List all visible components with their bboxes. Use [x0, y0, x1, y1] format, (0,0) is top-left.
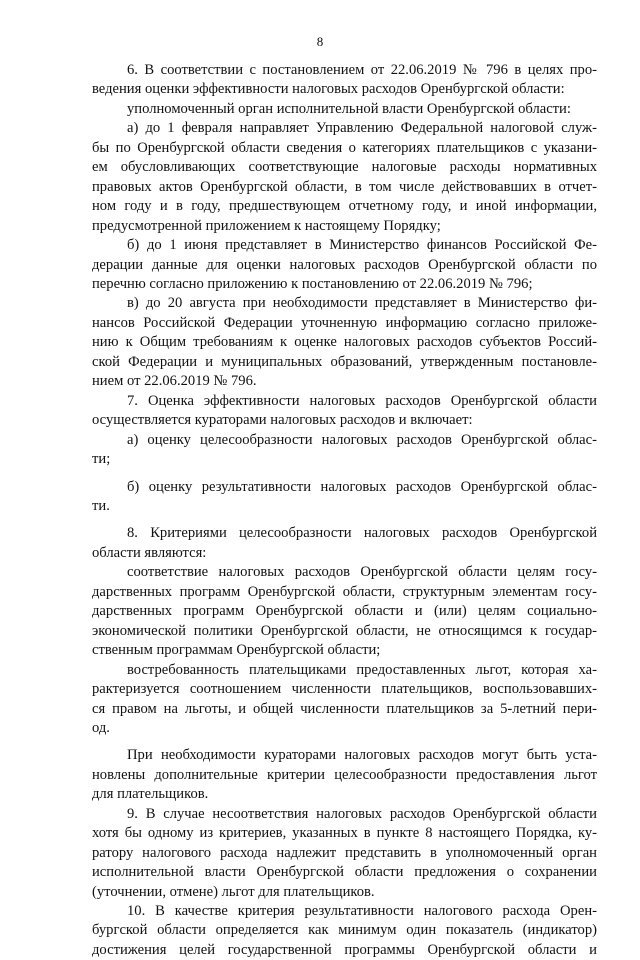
text-line: 8. Критериями целесообразности налоговых расходов Оренбургской [127, 525, 597, 542]
text-line: предусмотренной приложением к настоящему Порядку; [92, 217, 441, 234]
text-line: дарственных программ Оренбургской области, структурным элементам госу- [92, 583, 597, 600]
text-line: ном году и в году, предшествующем отчетному году, и иной информации, [92, 198, 597, 215]
text-line: области являются: [92, 544, 207, 561]
text-line: нием от 22.06.2019 № 796. [92, 373, 257, 390]
paragraph-gap [92, 738, 597, 746]
text-line: нансов Российской Федерации уточненную информацию согласно приложе- [92, 314, 597, 331]
text-line: бургской области определяется как минимум один показатель (индикатор) [92, 922, 597, 939]
text-line: од. [92, 719, 110, 736]
text-line: ской Федерации и муниципальных образований, утвержденным постановле- [92, 353, 597, 370]
text-line: бы по Оренбургской области сведения о категориях плательщиков с указани- [92, 139, 597, 156]
text-line: хотя бы одному из критериев, указанных в пункте 8 настоящего Порядка, ку- [92, 825, 597, 842]
text-line: При необходимости кураторами налоговых расходов могут быть уста- [127, 747, 597, 764]
text-line: экономической политики Оренбургской области, не относящимся к государ- [92, 622, 597, 639]
text-line: дерации данные для оценки налоговых расходов Оренбургской области по [92, 256, 597, 273]
text-line: правовых актов Оренбургской области, в том числе действовавших в отчет- [92, 178, 597, 195]
text-line: востребованность плательщиками предоставленных льгот, которая ха- [127, 661, 597, 678]
text-line: а) до 1 февраля направляет Управлению Федеральной налоговой служ- [127, 120, 597, 137]
text-line: рактеризуется соотношением численности плательщиков, воспользовавших- [92, 681, 597, 698]
text-line: в) до 20 августа при необходимости представляет в Министерство фи- [127, 295, 597, 312]
text-line: ти. [92, 497, 110, 514]
page-number: 8 [316, 34, 324, 49]
text-line: (уточнении, отмене) льгот для плательщиков. [92, 883, 375, 900]
text-line: исполнительной власти Оренбургской области предложения о сохранении [92, 864, 597, 881]
text-line: 10. В качестве критерия результативности налогового расхода Орен- [127, 903, 597, 920]
paragraph-gap [92, 516, 597, 524]
text-line: 9. В случае несоответствия налоговых расходов Оренбургской области [127, 805, 597, 822]
text-line: дарственных программ Оренбургской области и (или) целям социально- [92, 603, 597, 620]
text-line: 6. В соответствии с постановлением от 22.06.2019 № 796 в целях про- [127, 62, 597, 78]
text-line: ственным программам Оренбургской области; [92, 642, 381, 659]
text-line: ти; [92, 451, 111, 468]
text-line: уполномоченный орган исполнительной власти Оренбургской области: [127, 100, 571, 117]
text-line: для плательщиков. [92, 786, 209, 803]
text-line: новлены дополнительные критерии целесообразности предоставления льгот [92, 766, 597, 783]
text-line: ратору налогового расхода надлежит представить в уполномоченный орган [92, 844, 597, 861]
text-line: осуществляется кураторами налоговых расходов и включает: [92, 412, 473, 429]
paragraph-gap [92, 470, 597, 478]
text-line: ем обусловливающих соответствующие налоговые расходы нормативных [92, 159, 597, 176]
text-line: перечню согласно приложению к постановлению от 22.06.2019 № 796; [92, 275, 533, 292]
text-line: а) оценку целесообразности налоговых расходов Оренбургской облас- [127, 431, 597, 448]
text-line: б) оценку результативности налоговых расходов Оренбургской облас- [127, 478, 597, 495]
text-line: б) до 1 июня представляет в Министерство финансов Российской Фе- [127, 237, 597, 254]
text-line: достижения целей государственной программы Оренбургской области и [92, 941, 597, 958]
document-body [92, 61, 597, 960]
text-line: 7. Оценка эффективности налоговых расходов Оренбургской области [127, 392, 597, 409]
text-line: соответствие налоговых расходов Оренбургской области целям госу- [127, 564, 597, 581]
text-line: нию к Общим требованиям к оценке налоговых расходов субъектов Россий- [92, 334, 597, 351]
text-line: ся правом на льготы, и общей численности плательщиков за 5-летний пери- [92, 700, 597, 717]
text-line: ведения оценки эффективности налоговых расходов Оренбургской области: [92, 81, 565, 98]
